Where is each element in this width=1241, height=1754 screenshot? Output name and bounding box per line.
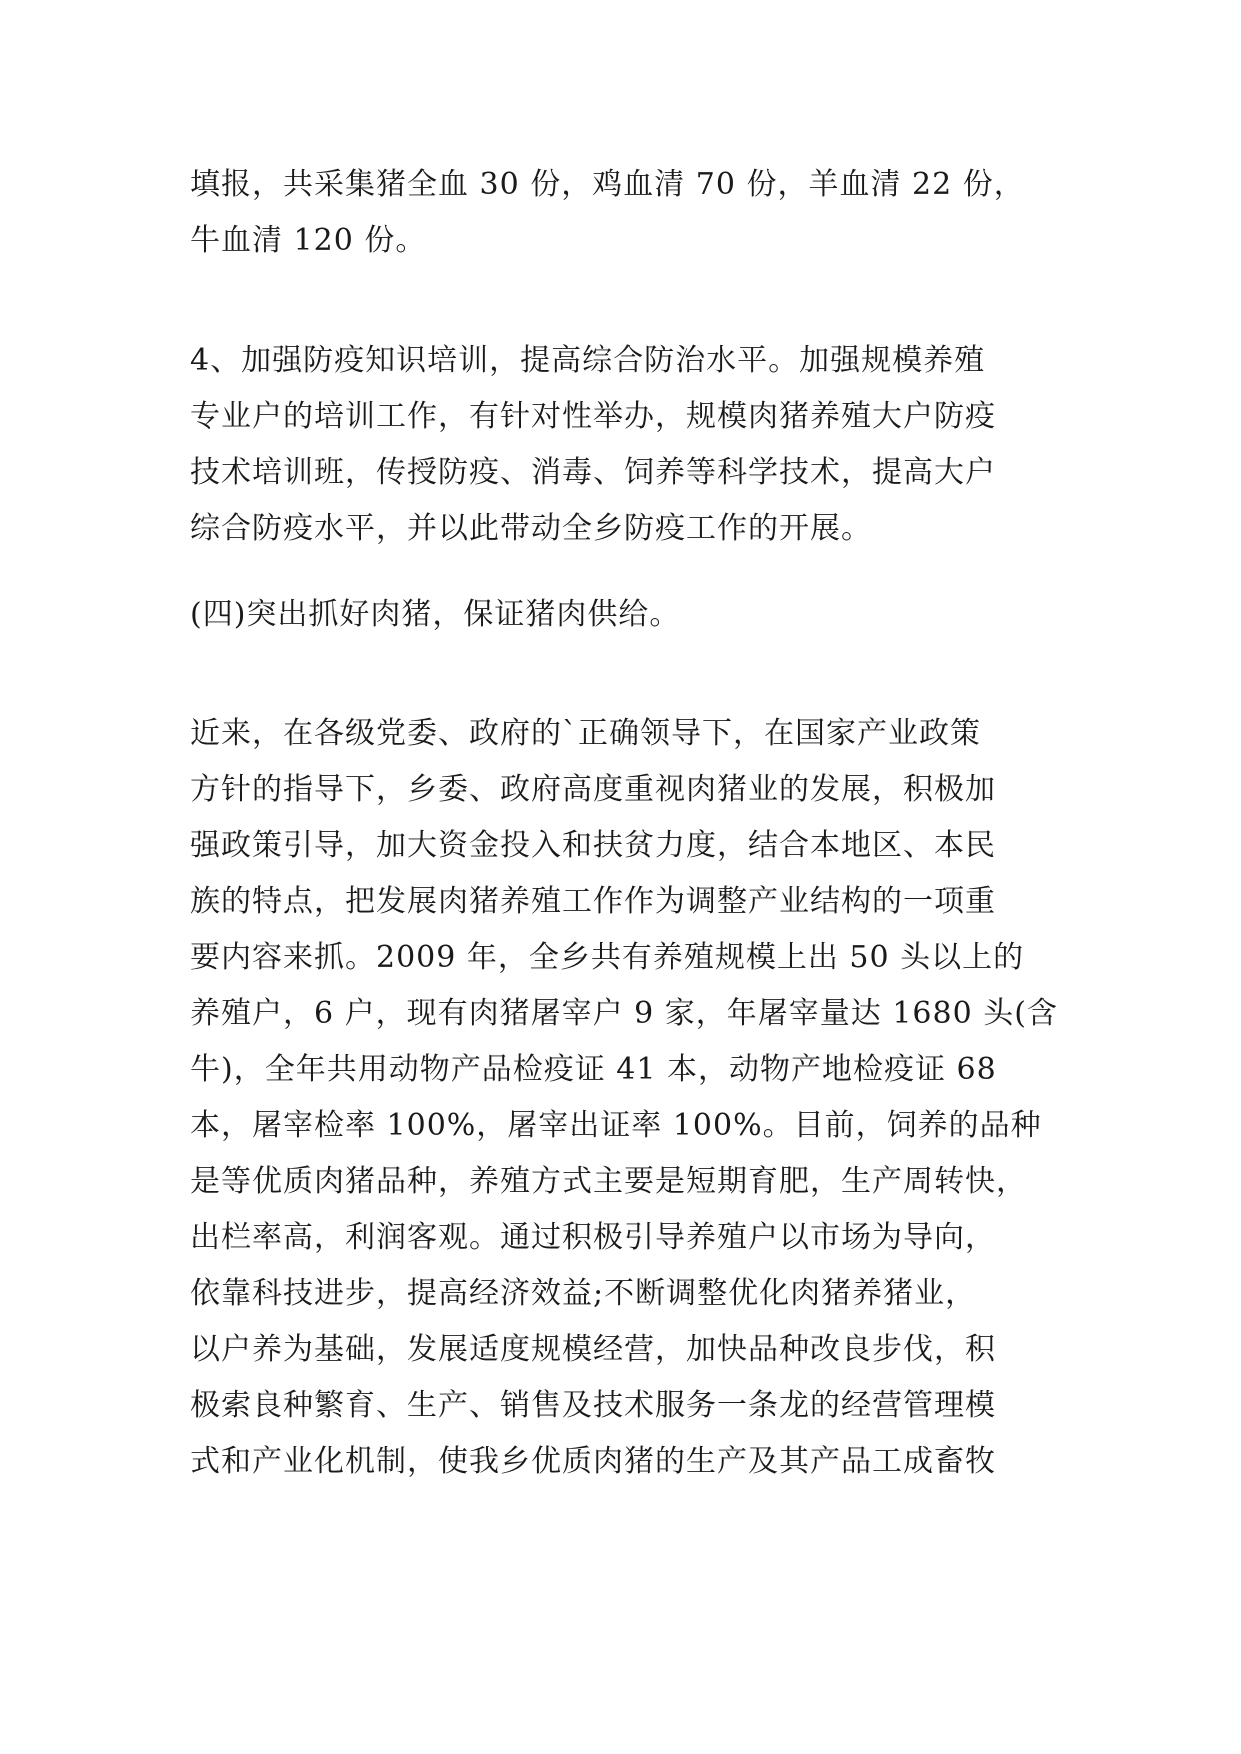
paragraph-blood-samples bbox=[190, 157, 1050, 269]
paragraph-training bbox=[190, 333, 1050, 557]
text-line: 强政策引导，加大资金投入和扶贫力度，结合本地区、本民 bbox=[190, 828, 996, 863]
text-line: 是等优质肉猪品种，养殖方式主要是短期育肥，生产周转快， bbox=[190, 1164, 1027, 1199]
section-heading: (四)突出抓好肉猪，保证猪肉供给。 bbox=[190, 597, 681, 632]
text-line: 以户养为基础，发展适度规模经营，加快品种改良步伐，积 bbox=[190, 1332, 996, 1367]
text-line: 出栏率高，利润客观。通过积极引导养殖户以市场为导向， bbox=[190, 1220, 996, 1255]
text-line: 综合防疫水平，并以此带动全乡防疫工作的开展。 bbox=[190, 511, 872, 546]
text-line: 养殖户，6 户，现有肉猪屠宰户 9 家，年屠宰量达 1680 头(含 bbox=[190, 996, 1058, 1031]
text-line: 本，屠宰检率 100%，屠宰出证率 100%。目前，饲养的品种 bbox=[190, 1108, 1042, 1143]
text-line: 方针的指导下，乡委、政府高度重视肉猪业的发展，积极加 bbox=[190, 772, 996, 807]
text-line: 近来，在各级党委、政府的`正确领导下，在国家产业政策 bbox=[190, 716, 981, 751]
text-line: 牛)，全年共用动物产品检疫证 41 本，动物产地检疫证 68 bbox=[190, 1052, 997, 1087]
text-line: 技术培训班，传授防疫、消毒、饲养等科学技术，提高大户 bbox=[190, 455, 996, 490]
text-line: 族的特点，把发展肉猪养殖工作作为调整产业结构的一项重 bbox=[190, 884, 996, 919]
text-line: 依靠科技进步，提高经济效益;不断调整优化肉猪养猪业， bbox=[190, 1276, 977, 1311]
text-line: 要内容来抓。2009 年，全乡共有养殖规模上出 50 头以上的 bbox=[190, 940, 1025, 975]
text-line: 专业户的培训工作，有针对性举办，规模肉猪养殖大户防疫 bbox=[190, 399, 996, 434]
text-line: 填报，共采集猪全血 30 份，鸡血清 70 份，羊血清 22 份， bbox=[190, 167, 1025, 202]
text-line: 牛血清 120 份。 bbox=[190, 223, 427, 258]
paragraph-pig-industry bbox=[190, 706, 1058, 1490]
text-line: 式和产业化机制，使我乡优质肉猪的生产及其产品工成畜牧 bbox=[190, 1444, 996, 1479]
text-line: 极索良种繁育、生产、销售及技术服务一条龙的经营管理模 bbox=[190, 1388, 996, 1423]
text-line: 4、加强防疫知识培训，提高综合防治水平。加强规模养殖 bbox=[190, 343, 986, 378]
section-heading-pork-supply bbox=[190, 587, 1050, 643]
